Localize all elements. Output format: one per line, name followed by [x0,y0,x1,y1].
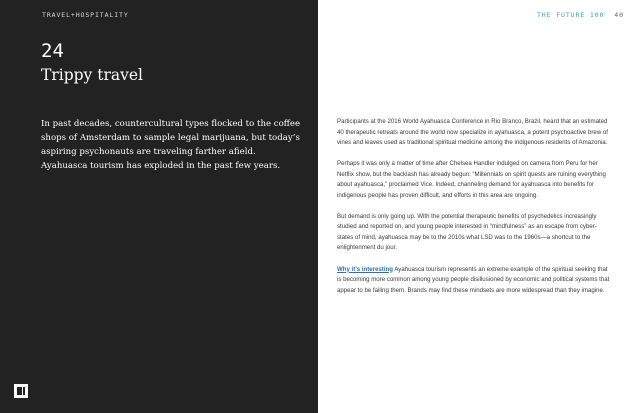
section-tag: TRAVEL+HOSPITALITY [42,11,129,19]
page-header-right [537,11,624,19]
article-intro: In past decades, countercultural types flocked to the coffee shops of Amsterdam to sample legal marijuana, but today’s aspiring psychonauts are traveling farther afield. Ayahuasca tourism has exploded in the past few years. [41,119,301,172]
article-body [337,117,613,307]
body-paragraph: But demand is only going up. With the potential therapeutic benefits of psychedelics increasingly studied and reported on, and young people interested in “mindfulness” as an escape from cyber-states of mind, ayahuasca may be to the 2010s what LSD was to the 1960s—a shortcut to the enlightenment du jour. [337,212,597,252]
why-interesting-label: Why it’s interesting [337,265,393,273]
why-interesting-text: Ayahuasca tourism represents an extreme example of the spiritual seeking that is becoming more common among young people disillusioned by economic and political systems that appear to be failing them. Brands may find these mindsets are more widespread than they imagine. [337,265,610,294]
why-interesting-paragraph [337,265,613,297]
page-number: 40 [614,11,624,19]
series-name: THE FUTURE 100 [536,11,605,19]
body-paragraph: Perhaps it was only a matter of time after Chelsea Handler indulged on camera from Peru for her Netflix show, but the backlash has already begun: “Millennials on spirit quests are ruining everything about ayahuasca,” proclaimed Vice. Indeed, channeling demand for ayahuasca into benefits for indigenous people has proven difficult, and efforts in this area are ongoing. [337,160,606,199]
brand-logo-icon [14,384,28,398]
left-panel [0,0,318,413]
article-number: 24 [41,40,64,62]
body-paragraph: Participants at the 2016 World Ayahuasca Conference in Rio Branco, Brazil, heard that an estimated 40 therapeutic retreats around the world now specialize in ayahuasca, a potent psychoactive brew of vines and leaves used as traditional spiritual medicine among the indigenous residents of Amazonia. [337,118,608,147]
article-title: Trippy travel [41,66,143,84]
